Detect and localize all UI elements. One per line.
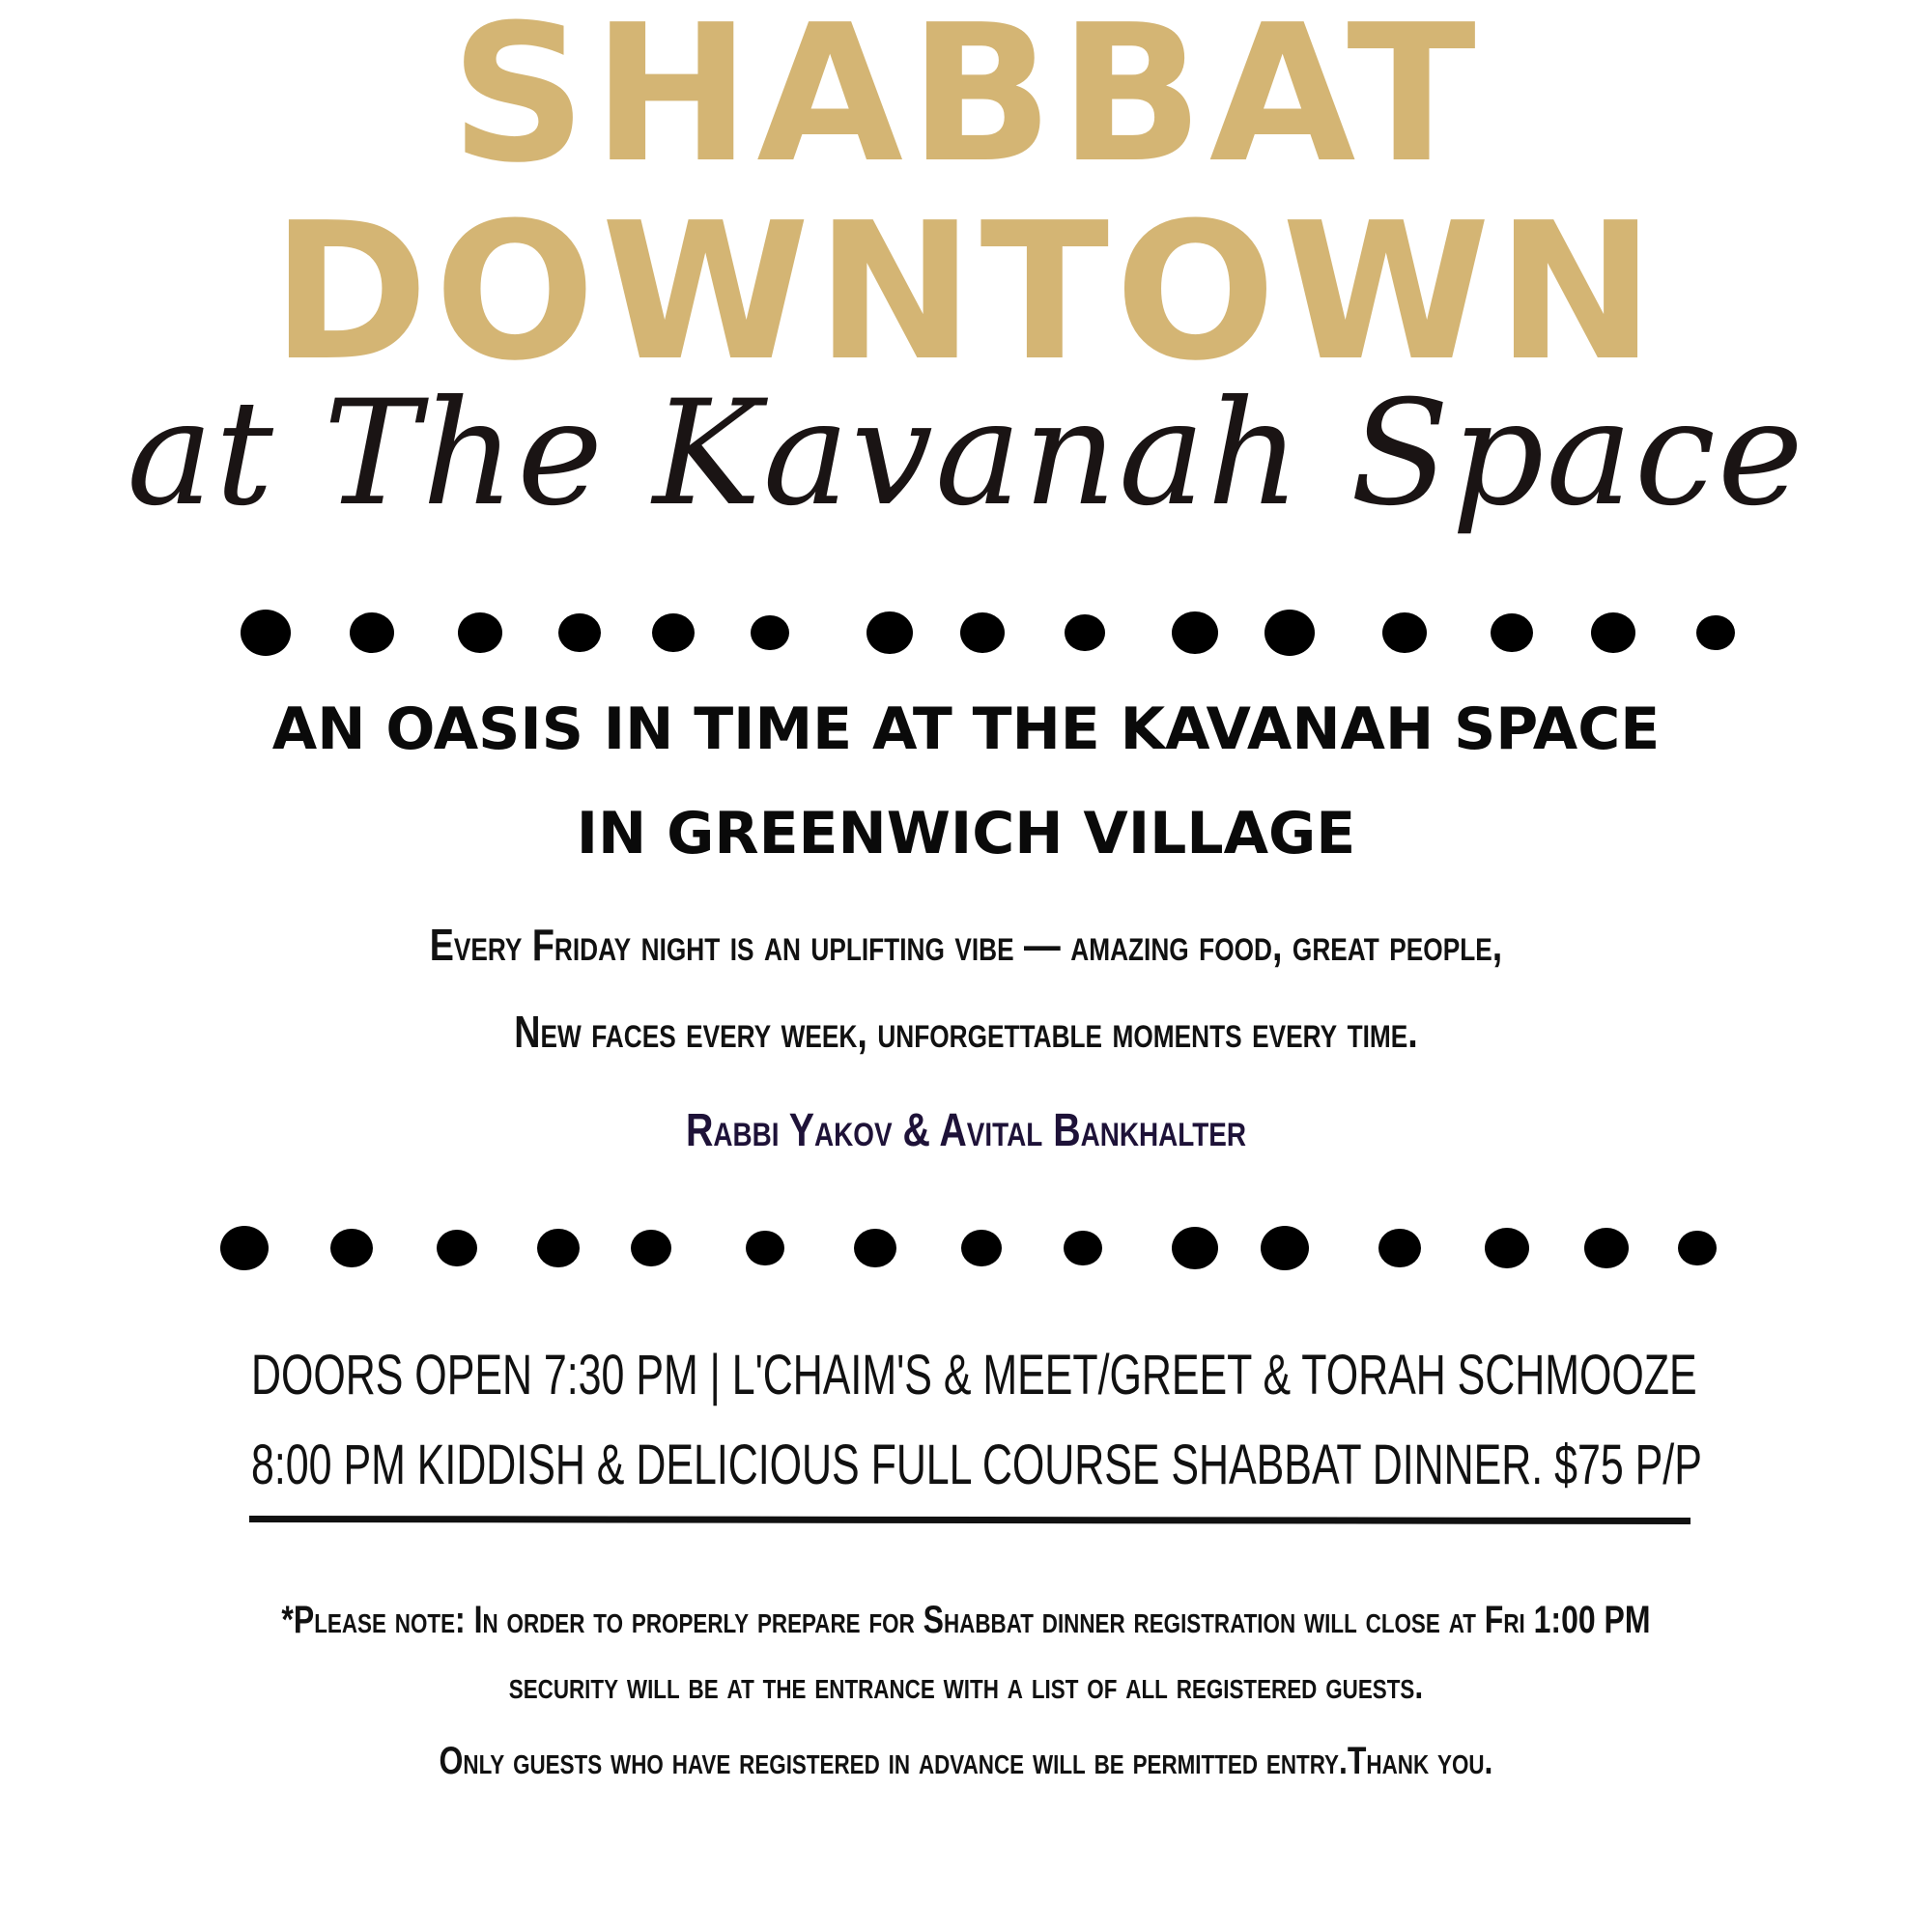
divider-dot <box>330 1229 373 1267</box>
divider-dot <box>960 612 1005 653</box>
divider-dot <box>350 612 394 653</box>
divider-dot <box>1382 612 1427 653</box>
heading-line-1: AN OASIS IN TIME AT THE KAVANAH SPACE <box>271 696 1661 763</box>
divider-dot <box>537 1229 580 1267</box>
divider-dot <box>1261 1226 1309 1270</box>
dot-divider-top <box>0 604 1932 662</box>
note-line-3: Only guests who have registered in advance will be permitted entry.Thank you. <box>439 1740 1493 1782</box>
divider-dot <box>458 612 502 653</box>
divider-dot <box>854 1229 896 1267</box>
divider-dot <box>1064 1231 1102 1266</box>
heading-line-2: IN GREENWICH VILLAGE <box>576 800 1356 867</box>
script-subtitle: at The Kavanah Space <box>127 370 1805 538</box>
schedule-line-2: 8:00 PM KIDDISH & DELICIOUS FULL COURSE SHABBAT DINNER. $75 P/P <box>251 1434 1702 1496</box>
note-line-1: *Please note: In order to properly prepare for Shabbat dinner registration will close at Fri 1:00 PM <box>281 1599 1651 1641</box>
divider-dot <box>1172 611 1218 654</box>
title-line-1: SHABBAT <box>450 0 1482 205</box>
divider-dot <box>437 1230 477 1267</box>
divider-dot <box>1172 1227 1218 1269</box>
divider-dot <box>558 613 601 652</box>
divider-dot <box>241 610 291 656</box>
divider-dot <box>652 613 695 652</box>
divider-dot <box>631 1230 671 1267</box>
divider-dot <box>1065 614 1105 652</box>
divider-dot <box>220 1226 269 1270</box>
divider-dot <box>1696 615 1735 651</box>
divider-dot <box>1584 1228 1629 1268</box>
divider-dot <box>1264 610 1315 656</box>
schedule-line-1: DOORS OPEN 7:30 PM | L'CHAIM'S & MEET/GREET & TORAH SCHMOOZE <box>251 1344 1697 1406</box>
description-line-2: New faces every week, unforgettable moments every time. <box>514 1007 1418 1057</box>
description-line-1: Every Friday night is an uplifting vibe — amazing food, great people, <box>429 920 1503 970</box>
divider-dot <box>1485 1228 1529 1268</box>
divider-dot <box>961 1230 1002 1267</box>
hosts-name: Rabbi Yakov & Avital Bankhalter <box>685 1105 1247 1156</box>
divider-dot <box>1378 1229 1421 1267</box>
divider-dot <box>1491 613 1533 652</box>
divider-rule <box>249 1516 1690 1524</box>
divider-dot <box>867 611 913 654</box>
divider-dot <box>1591 612 1635 653</box>
dot-divider-bottom <box>0 1219 1932 1277</box>
divider-dot <box>746 1231 784 1266</box>
note-line-2: security will be at the entrance with a list of all registered guests. <box>508 1664 1424 1707</box>
divider-dot <box>751 615 789 651</box>
divider-dot <box>1678 1231 1717 1266</box>
title-line-2: DOWNTOWN <box>270 183 1662 403</box>
